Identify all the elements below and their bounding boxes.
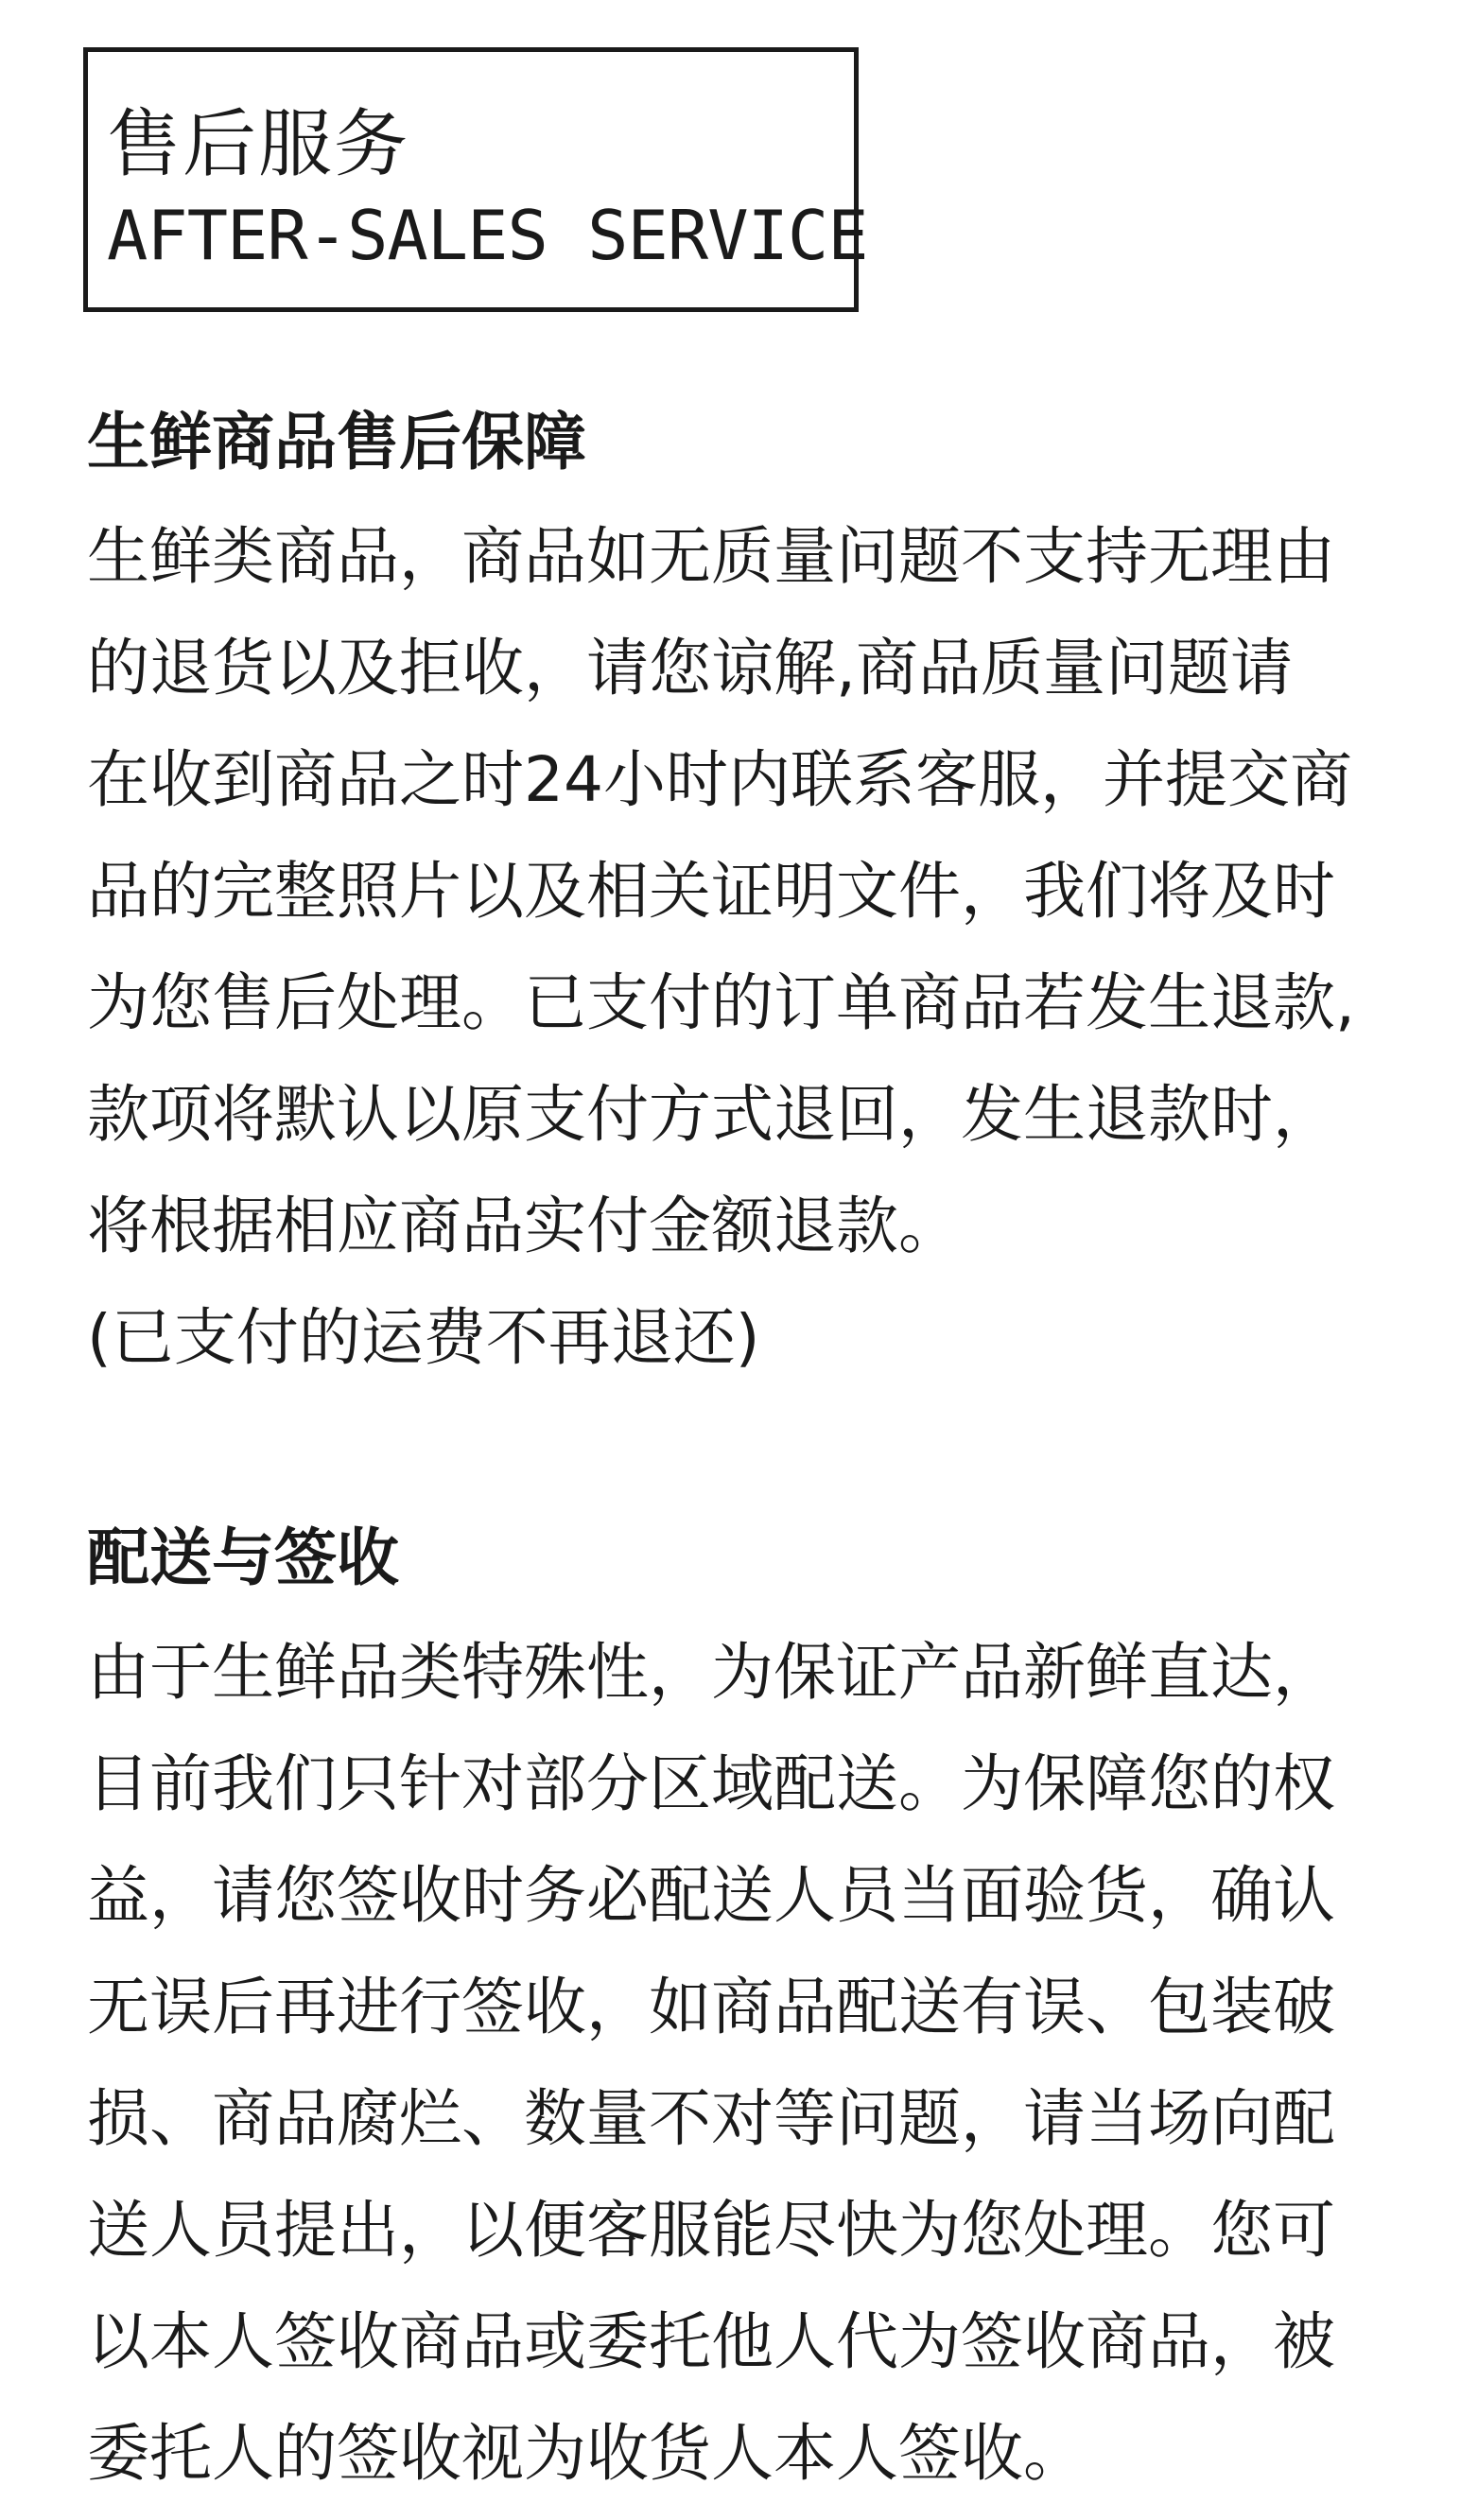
paragraph-line: 的退货以及拒收，请您谅解,商品质量问题请 [87,632,1293,704]
section-heading: 配送与签收 [87,1521,399,1594]
paragraph-line: 目前我们只针对部分区域配送。为保障您的权 [87,1747,1335,1820]
section-delivery-signing [87,1513,1449,2510]
paragraph-line: (已支付的运费不再退还) [87,1301,760,1374]
paragraph-line: 由于生鲜品类特殊性，为保证产品新鲜直达， [87,1636,1335,1709]
paragraph-line: 益，请您签收时务必配送人员当面验货，确认 [87,1859,1335,1932]
paragraph-line: 送人员提出，以便客服能尽快为您处理。您可 [87,2194,1335,2267]
paragraph-line: 生鲜类商品，商品如无质量问题不支持无理由 [87,520,1335,593]
paragraph-line: 款项将默认以原支付方式退回，发生退款时， [87,1078,1335,1151]
paragraph-line: 品的完整照片以及相关证明文件，我们将及时 [87,855,1335,928]
paragraph-line: 以本人签收商品或委托他人代为签收商品，被 [87,2305,1335,2378]
section-heading: 生鲜商品售后保障 [87,406,586,478]
page-title: 售后服务 [107,102,410,187]
page-subtitle: AFTER-SALES SERVICE [107,196,868,275]
paragraph-line: 在收到商品之时24小时内联系客服，并提交商 [87,743,1352,816]
section-fresh-after-sales [87,397,1449,1394]
paragraph-line: 将根据相应商品实付金额退款。 [87,1190,961,1262]
paragraph-line: 为您售后处理。已支付的订单商品若发生退款, [87,966,1355,1039]
paragraph-line: 委托人的签收视为收货人本人签收。 [87,2417,1086,2490]
paragraph-line: 损、商品腐烂、数量不对等问题，请当场向配 [87,2082,1335,2155]
paragraph-line: 无误后再进行签收，如商品配送有误、包装破 [87,1971,1335,2043]
title-box [83,47,868,312]
